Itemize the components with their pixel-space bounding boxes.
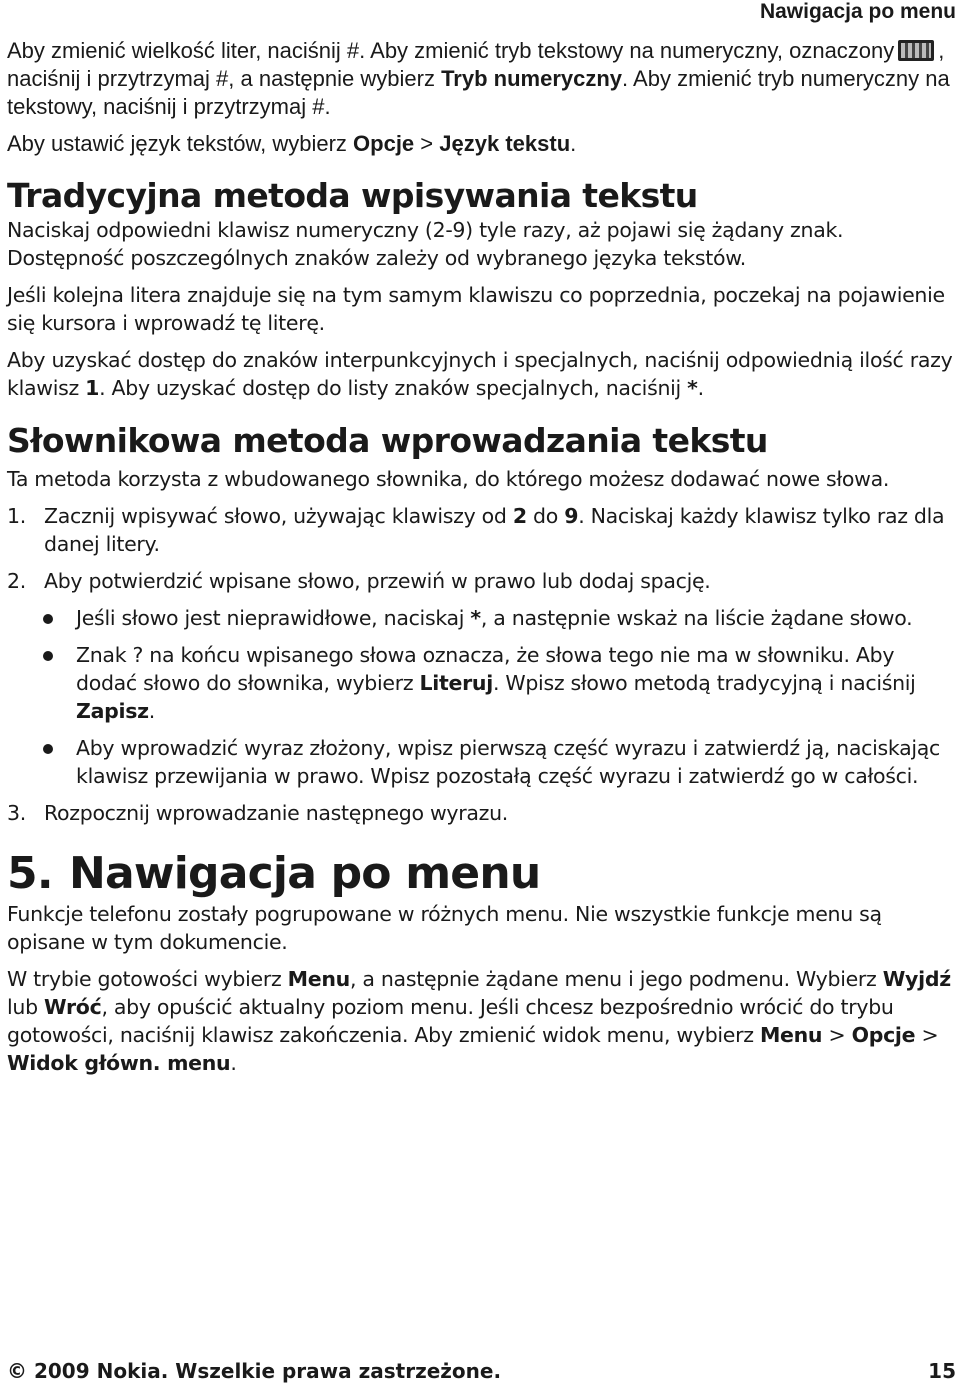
traditional-paragraph-3: Aby uzyskać dostęp do znaków interpunkcyjnych i specjalnych, naciśnij odpowiednią ilość razy klawisz 1. Aby uzyskać dostęp do listy znaków specjalnych, naciśnij *. (7, 348, 953, 400)
bullet-dot-icon (43, 651, 53, 661)
copyright-text: © 2009 Nokia. Wszelkie prawa zastrzeżone. (7, 1359, 502, 1383)
bullet-item: Jeśli słowo jest nieprawidłowe, naciskaj *, a następnie wskaż na liście żądane słowo. (7, 604, 957, 632)
running-header: Nawigacja po menu (759, 0, 956, 23)
bullet-item: Znak ? na końcu wpisanego słowa oznacza, że słowa tego nie ma w słowniku. Aby dodać słowo do słownika, wybierz Literuj. Wpisz słowo metodą tradycyjną i naciśnij Zapisz. (7, 641, 957, 725)
page-number: 15 (928, 1359, 956, 1383)
section-title-traditional: Tradycyjna metoda wpisywania tekstu (7, 176, 698, 215)
page-footer (7, 1357, 956, 1385)
predictive-intro: Ta metoda korzysta z wbudowanego słownika, do którego możesz dodawać nowe słowa. (7, 467, 890, 491)
section-title-predictive: Słownikowa metoda wprowadzania tekstu (7, 421, 768, 460)
chapter-number: 5. (7, 848, 53, 899)
numeric-mode-icon (898, 40, 934, 61)
chapter-paragraph-1: Funkcje telefonu zostały pogrupowane w różnych menu. Nie wszystkie funkcje menu są opisane w tym dokumencie. (7, 902, 882, 954)
traditional-paragraph-2: Jeśli kolejna litera znajduje się na tym samym klawiszu co poprzednia, poczekaj na pojawienie się kursora i wprowadź tę literę. (7, 283, 945, 335)
predictive-steps (7, 502, 957, 595)
bullet-item: Aby wprowadzić wyraz złożony, wpisz pierwszą część wyrazu i zatwierdź ją, naciskając klawisz przewijania w prawo. Wpisz pozostałą część wyrazu i zatwierdź go w całości. (7, 734, 957, 790)
intro-paragraph-case: Aby zmienić wielkość liter, naciśnij #. Aby zmienić tryb tekstowy na numeryczny, oznaczony , naciśnij i przytrzymaj #, a następnie wybierz Tryb numeryczny. Aby zmienić tryb numeryczny na tekstowy, naciśnij i przytrzymaj #. (7, 38, 950, 119)
bullet-dot-icon (43, 614, 53, 624)
step-item: 1. Zacznij wpisywać słowo, używając klawiszy od 2 do 9. Naciskaj każdy klawisz tylko raz dla danej litery. (7, 504, 945, 556)
bullet-dot-icon (43, 744, 53, 754)
step-item: 2. Aby potwierdzić wpisane słowo, przewiń w prawo lub dodaj spację. (7, 569, 711, 593)
chapter-title: 5. Nawigacja po menu (7, 848, 541, 899)
page-content (7, 37, 957, 1077)
predictive-steps-continued (7, 799, 957, 827)
predictive-bullets (7, 604, 957, 790)
intro-paragraph-language: Aby ustawić język tekstów, wybierz Opcje > Język tekstu. (7, 131, 577, 156)
chapter-paragraph-2: W trybie gotowości wybierz Menu, a następnie żądane menu i jego podmenu. Wybierz Wyjdź lub Wróć, aby opuścić aktualny poziom menu. Jeśli chcesz bezpośrednio wrócić do trybu gotowości, naciśnij klawisz zakończenia. Aby zmienić widok menu, wybierz Menu > Opcje > Widok główn. menu. (7, 967, 951, 1075)
traditional-paragraph-1: Naciskaj odpowiedni klawisz numeryczny (2-9) tyle razy, aż pojawi się żądany znak. Dostępność poszczególnych znaków zależy od wybranego języka tekstów. (7, 218, 844, 270)
step-item: 3. Rozpocznij wprowadzanie następnego wyrazu. (7, 801, 509, 825)
